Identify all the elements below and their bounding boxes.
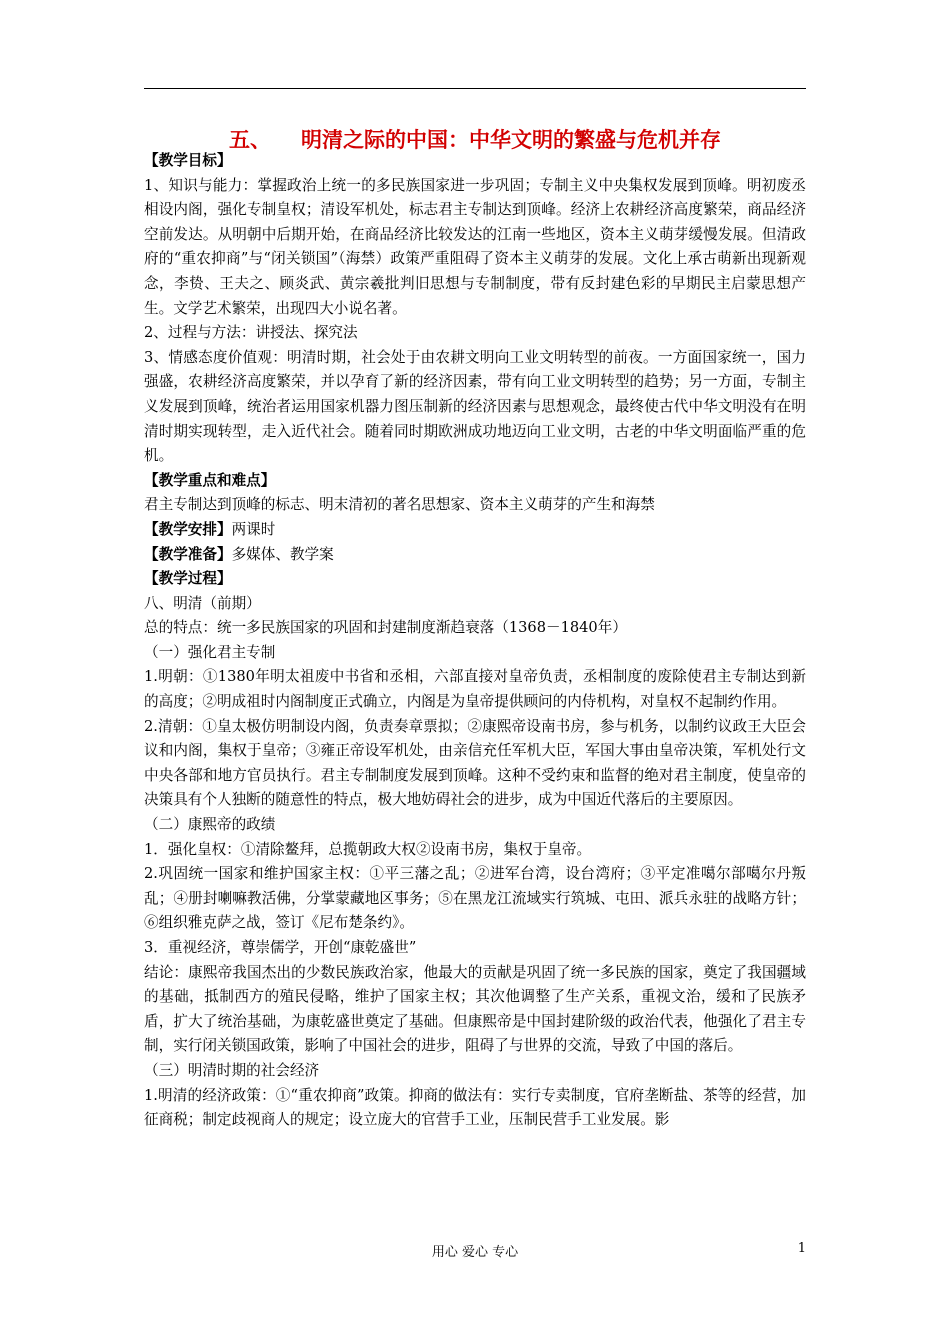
body-paragraph: 结论：康熙帝我国杰出的少数民族政治家，他最大的贡献是巩固了统一多民族的国家，奠定了我国疆域的基础，抵制西方的殖民侵略，维护了国家主权；其次他调整了生产关系，重视文治，缓和了民族矛盾，扩大了统治基础，为康乾盛世奠定了基础。但康熙帝是中国封建阶级的政治代表，他强化了君主专制，实行闭关锁国政策，影响了中国社会的进步，阻碍了与世界的交流，导致了中国的落后。 <box>144 963 806 1055</box>
labeled-paragraph <box>144 543 806 568</box>
body-paragraph: 3、情感态度价值观：明清时期，社会处于由农耕文明向工业文明转型的前夜。一方面国家统一，国力强盛，农耕经济高度繁荣，并以孕育了新的经济因素，带有向工业文明转型的趋势；另一方面，专制主义发展到顶峰，统治者运用国家机器力图压制新的经济因素与思想观念，最终使古代中华文明没有在明清时期实现转型，走入近代社会。随着同时期欧洲成功地迈向工业文明，古老的中华文明面临严重的危机。 <box>144 348 806 465</box>
page-number: 1 <box>797 1241 806 1256</box>
section-label: 【教学准备】 <box>144 545 232 563</box>
section-heading: 【教学过程】 <box>144 570 232 588</box>
body-paragraph: 八、明清（前期） <box>144 594 261 612</box>
section-heading: 【教学目标】 <box>144 152 232 169</box>
body-paragraph: 2、过程与方法：讲授法、探究法 <box>144 324 358 342</box>
title-text: 明清之际的中国：中华文明的繁盛与危机并存 <box>301 128 721 152</box>
body-paragraph: 总的特点：统一多民族国家的巩固和封建制度渐趋衰落（1368－1840年） <box>144 619 627 637</box>
title-number: 五、 <box>229 128 271 152</box>
body-paragraph: 3．重视经济，尊崇儒学，开创“康乾盛世” <box>144 939 417 956</box>
body-paragraph: 2.清朝：①皇太极仿明制设内阁，负责奏章票拟；②康熙帝设南书房，参与机务，以制约议政王大臣会议和内阁，集权于皇帝；③雍正帝设军机处，由亲信充任军机大臣，军国大事由皇帝决策，军机处行文中央各部和地方官员执行。君主专制制度发展到顶峰。这种不受约束和监督的绝对君主制度，使皇帝的决策具有个人独断的随意性的特点，极大地妨碍社会的进步，成为中国近代落后的主要原因。 <box>144 717 806 809</box>
body-paragraph: （一）强化君主专制 <box>144 643 276 661</box>
footer-motto: 用心 爱心 专心 <box>431 1245 519 1260</box>
body-paragraph: 2.巩固统一国家和维护国家主权：①平三藩之乱；②进军台湾，设台湾府；③平定准噶尔部噶尔丹叛乱；④册封喇嘛教活佛，分掌蒙藏地区事务；⑤在黑龙江流域实行筑城、屯田、派兵永驻的战略方针；⑥组织雅克萨之战，签订《尼布楚条约》。 <box>144 865 806 932</box>
section-label: 【教学安排】 <box>144 520 232 538</box>
header-rule <box>144 88 806 89</box>
body-paragraph: 1、知识与能力：掌握政治上统一的多民族国家进一步巩固；专制主义中央集权发展到顶峰。明初废丞相设内阁，强化专制皇权；清设军机处，标志君主专制达到顶峰。经济上农耕经济高度繁荣，商品经济空前发达。从明朝中后期开始，在商品经济比较发达的江南一些地区，资本主义萌芽缓慢发展。但清政府的“重农抑商”与“闭关锁国”（海禁）政策严重阻碍了资本主义萌芽的发展。文化上承古萌新出现新观念，李贽、王夫之、顾炎武、黄宗羲批判旧思想与专制制度，带有反封建色彩的早期民主启蒙思想产生。文学艺术繁荣，出现四大小说名著。 <box>144 176 806 317</box>
body-paragraph: （二）康熙帝的政绩 <box>144 816 276 834</box>
body-paragraph: 1.明清的经济政策：①“重农抑商”政策。抑商的做法有：实行专卖制度，官府垄断盐、茶等的经营，加征商税；制定歧视商人的规定；设立庞大的官营手工业，压制民营手工业发展。影 <box>144 1086 806 1129</box>
body-paragraph: 1．强化皇权：①清除鳌拜，总揽朝政大权②设南书房，集权于皇帝。 <box>144 840 592 858</box>
document-body <box>144 149 806 1133</box>
section-value: 两课时 <box>231 520 276 538</box>
body-paragraph: 1.明朝：①1380年明太祖废中书省和丞相，六部直接对皇帝负责，丞相制度的废除使君主专制达到新的高度；②明成祖时内阁制度正式确立，内阁是为皇帝提供顾问的内侍机构，对皇权不起制约作用。 <box>144 668 806 711</box>
section-value: 多媒体、教学案 <box>231 545 334 563</box>
body-paragraph: （三）明清时期的社会经济 <box>144 1061 320 1079</box>
section-heading: 【教学重点和难点】 <box>144 471 276 489</box>
body-paragraph: 君主专制达到顶峰的标志、明末清初的著名思想家、资本主义萌芽的产生和海禁 <box>144 496 655 514</box>
labeled-paragraph <box>144 518 806 543</box>
